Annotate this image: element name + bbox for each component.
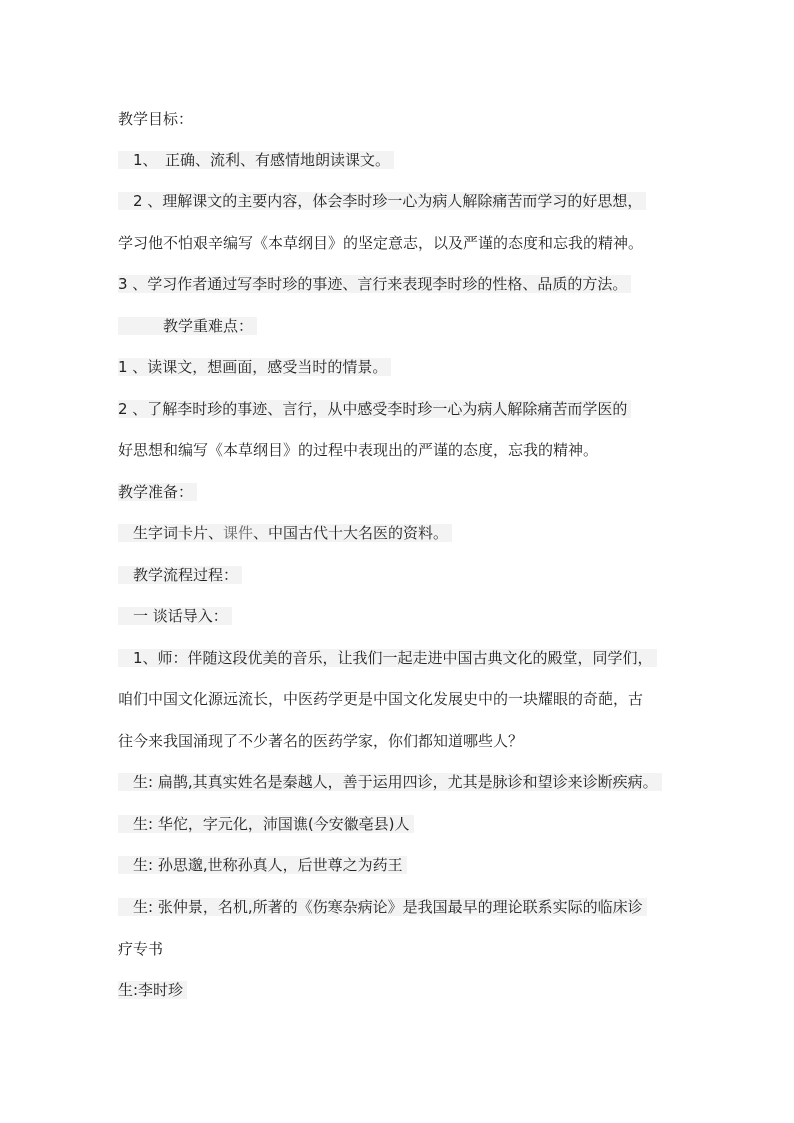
line-text: 教学重难点： bbox=[118, 317, 257, 335]
line-text: 生: 孙思邈,世称孙真人，后世尊之为药王 bbox=[118, 856, 407, 874]
line-text: 1、 正确、流利、有感情地朗读课文。 bbox=[118, 151, 394, 169]
key-point-2-continued bbox=[118, 438, 598, 462]
student-answer-bianque bbox=[118, 770, 662, 794]
heading-key-points bbox=[118, 314, 257, 338]
line-text: 3 、学习作者通过写李时珍的事迹、言行来表现李时珍的性格、品质的方法。 bbox=[118, 275, 631, 293]
teacher-speech-1-line-2 bbox=[118, 687, 643, 711]
line-text: 疗专书 bbox=[118, 940, 164, 958]
line-text: 教学流程过程： bbox=[118, 566, 242, 584]
line-text bbox=[118, 524, 452, 542]
line-text: 生: 扁鹊,其真实姓名是秦越人，善于运用四诊，尤其是脉诊和望诊来诊断疾病。 bbox=[118, 773, 662, 791]
goal-item-3 bbox=[118, 272, 631, 296]
line-text: 学习他不怕艰辛编写《本草纲目》的坚定意志，以及严谨的态度和忘我的精神。 bbox=[118, 234, 644, 252]
line-text: 生: 华佗，字元化，沛国谯(今安徽亳县)人 bbox=[118, 815, 414, 833]
heading-process bbox=[118, 563, 242, 587]
text-segment: 生字词卡片、 bbox=[118, 524, 224, 542]
heading-preparation bbox=[118, 480, 197, 504]
line-text: 往今来我国涌现了不少著名的医药学家，你们都知道哪些人？ bbox=[118, 732, 524, 750]
line-text: 1、师：伴随这段优美的音乐，让我们一起走进中国古典文化的殿堂，同学们， bbox=[118, 649, 657, 667]
line-text: 2 、理解课文的主要内容，体会李时珍一心为病人解除痛苦而学习的好思想， bbox=[118, 192, 646, 210]
student-answer-huatuo bbox=[118, 812, 414, 836]
student-answer-zhangzhongjing-continued bbox=[118, 937, 163, 961]
line-text: 咱们中国文化源远流长，中医药学更是中国文化发展史中的一块耀眼的奇葩，古 bbox=[118, 690, 644, 708]
line-text: 教学目标： bbox=[118, 110, 194, 128]
student-answer-zhangzhongjing bbox=[118, 895, 647, 919]
line-text: 教学准备： bbox=[118, 483, 197, 501]
teacher-speech-1-line-3 bbox=[118, 729, 523, 753]
student-answer-sunsimiao bbox=[118, 853, 407, 877]
line-text: 好思想和编写《本草纲目》的过程中表现出的严谨的态度，忘我的精神。 bbox=[118, 441, 599, 459]
line-text: 1 、读课文，想画面，感受当时的情景。 bbox=[118, 358, 391, 376]
key-point-1 bbox=[118, 355, 391, 379]
section-1-intro bbox=[118, 604, 232, 628]
courseware-text: 课件 bbox=[223, 524, 254, 542]
text-segment: 、中国古代十大名医的资料。 bbox=[253, 524, 449, 542]
goal-item-1 bbox=[118, 148, 394, 172]
line-text: 生: 张仲景，名机,所著的《伤寒杂病论》是我国最早的理论联系实际的临床诊 bbox=[118, 898, 647, 916]
key-point-2 bbox=[118, 397, 631, 421]
line-text: 一 谈话导入： bbox=[118, 607, 232, 625]
line-text: 生:李时珍 bbox=[118, 981, 187, 999]
teacher-speech-1 bbox=[118, 646, 657, 670]
line-text: 2 、了解李时珍的事迹、言行，从中感受李时珍一心为病人解除痛苦而学医的 bbox=[118, 400, 631, 418]
goal-item-2 bbox=[118, 189, 646, 213]
preparation-items bbox=[118, 521, 452, 545]
heading-teaching-goals bbox=[118, 107, 193, 131]
goal-item-2-continued bbox=[118, 231, 643, 255]
student-answer-lishizhen bbox=[118, 978, 187, 1002]
